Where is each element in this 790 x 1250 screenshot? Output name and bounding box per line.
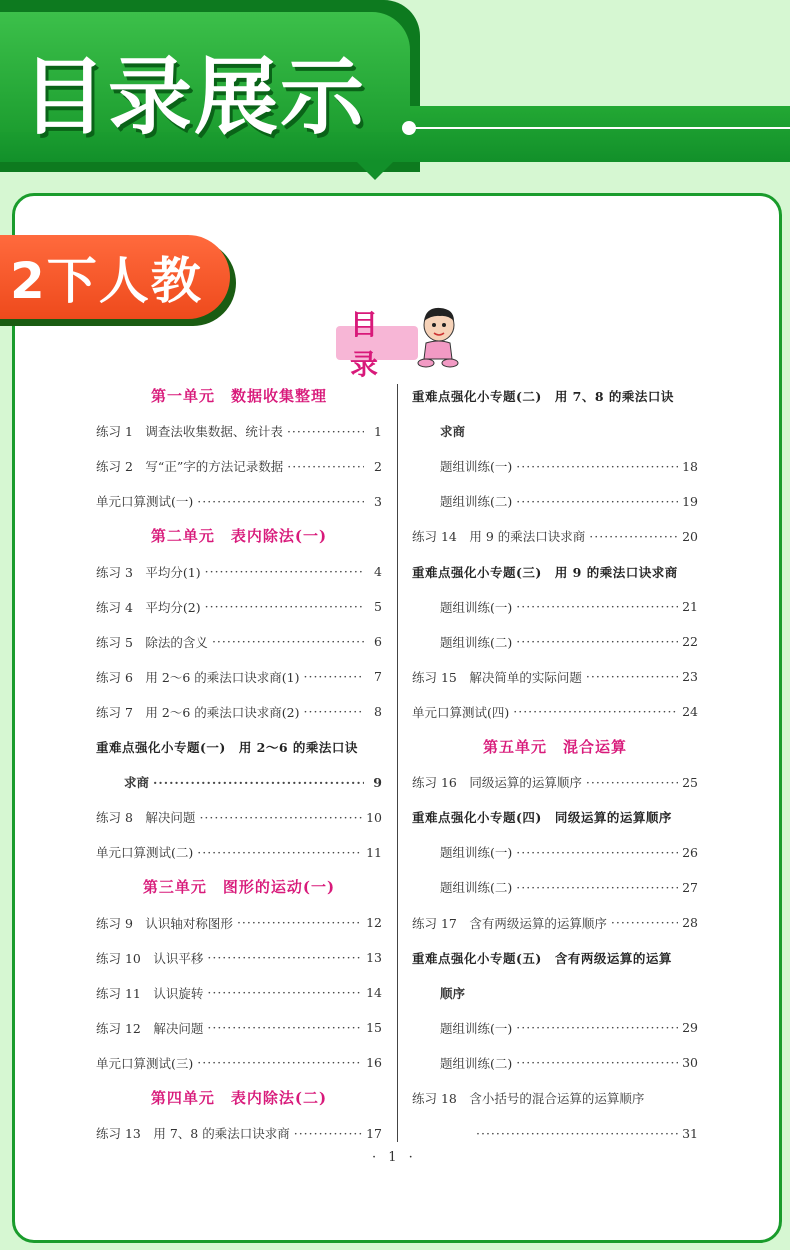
unit-heading: 第一单元 数据收集整理 — [150, 387, 327, 405]
unit-heading: 第五单元 混合运算 — [482, 738, 627, 756]
toc-entry-title: 练习 3 平均分(1) — [96, 564, 201, 580]
toc-entry-title: 练习 6 用 2～6 的乘法口诀求商(1) — [96, 669, 300, 685]
toc-entry-title: 练习 13 用 7、8 的乘法口诀求商 — [96, 1126, 290, 1142]
toc-entry[interactable] — [412, 1088, 698, 1108]
toc-entry[interactable] — [412, 491, 698, 511]
banner-title: 目录展示 — [22, 48, 367, 146]
toc-entry-page: 18 — [682, 458, 698, 474]
toc-entry-title: 练习 9 认识轴对称图形 — [96, 915, 233, 931]
toc-entry-page: 29 — [682, 1020, 698, 1036]
toc-entry[interactable] — [412, 456, 698, 476]
toc-entry[interactable] — [412, 913, 698, 933]
toc-entry[interactable] — [96, 1053, 382, 1073]
toc-entry-page: 12 — [366, 915, 382, 930]
toc-entry-title: 题组训练(一) — [440, 1020, 513, 1036]
unit-heading: 第三单元 图形的运动(一) — [142, 878, 336, 897]
toc-entry-page: 21 — [682, 599, 698, 615]
toc-leader-dots — [197, 1055, 362, 1070]
banner-pointer — [355, 160, 395, 180]
toc-leader-dots — [304, 669, 365, 684]
toc-leader-dots — [513, 704, 678, 719]
toc-entry-page: 4 — [374, 564, 382, 579]
toc-entry-page: 1 — [374, 423, 382, 439]
toc-entry-title: 单元口算测试(二) — [96, 845, 194, 861]
toc-heading — [336, 308, 418, 381]
page-number: · 1 · — [372, 1150, 417, 1165]
toc-entry-page: 24 — [682, 704, 698, 720]
toc-entry[interactable] — [412, 421, 698, 441]
toc-entry[interactable] — [412, 842, 698, 862]
toc-entry[interactable] — [96, 421, 382, 441]
toc-entry[interactable] — [412, 667, 698, 687]
toc-entry[interactable] — [412, 807, 698, 827]
toc-entry[interactable] — [96, 1123, 382, 1143]
toc-entry[interactable] — [412, 632, 698, 652]
toc-entry-title: 重难点强化小专题(五) 含有两级运算的运算 — [412, 950, 672, 966]
toc-entry[interactable] — [96, 948, 382, 968]
toc-entry[interactable] — [96, 456, 382, 476]
toc-entry[interactable] — [96, 913, 382, 933]
toc-leader-dots — [287, 424, 364, 439]
toc-entry-title: 单元口算测试(四) — [412, 704, 510, 720]
toc-leader-dots — [589, 529, 678, 544]
toc-entry[interactable] — [96, 632, 382, 652]
toc-entry[interactable] — [96, 983, 382, 1003]
toc-entry-page: 23 — [682, 669, 698, 685]
toc-leader-dots — [153, 775, 364, 790]
toc-leader-dots — [586, 669, 678, 684]
toc-entry-page: 17 — [366, 1125, 382, 1141]
toc-entry[interactable] — [96, 807, 382, 827]
toc-entry[interactable] — [96, 842, 382, 862]
toc-entry[interactable] — [96, 597, 382, 617]
toc-entry-title: 练习 1 调查法收集数据、统计表 — [96, 424, 283, 440]
toc-entry-title: 练习 18 含小括号的混合运算的运算顺序 — [412, 1091, 645, 1106]
toc-entry-title: 题组训练(二) — [440, 880, 513, 896]
toc-entry-title: 顺序 — [440, 985, 466, 1001]
toc-entry-page: 20 — [682, 528, 698, 544]
toc-entry-title: 重难点强化小专题(四) 同级运算的运算顺序 — [412, 810, 672, 826]
toc-heading-label: 目 录 — [350, 308, 393, 381]
grade-tag-label: 2下人教 — [10, 252, 203, 310]
toc-entry-title: 练习 16 同级运算的运算顺序 — [412, 775, 582, 791]
toc-entry-page: 14 — [366, 985, 382, 1001]
toc-leader-dots — [516, 634, 678, 649]
toc-leader-dots — [212, 634, 364, 649]
toc-entry-page: 5 — [374, 599, 382, 615]
banner-dot — [402, 121, 416, 135]
toc-entry-page: 25 — [682, 774, 698, 790]
toc-entry-title: 求商 — [440, 424, 466, 440]
toc-entry-page: 6 — [374, 634, 382, 650]
toc-entry[interactable] — [96, 491, 382, 511]
toc-entry-title: 单元口算测试(三) — [96, 1055, 194, 1071]
toc-leader-dots — [287, 459, 364, 474]
toc-leader-dots — [586, 775, 678, 790]
toc-entry-page: 30 — [682, 1055, 698, 1071]
toc-entry-title: 题组训练(一) — [440, 459, 513, 475]
toc-entry-title: 练习 2 写“正”字的方法记录数据 — [96, 459, 284, 475]
toc-entry-page: 26 — [682, 844, 698, 860]
toc-entry-page: 9 — [373, 774, 382, 790]
toc-entry[interactable] — [412, 877, 698, 897]
toc-entry-page: 11 — [366, 844, 382, 860]
toc-leader-dots — [516, 1020, 678, 1035]
toc-leader-dots — [516, 845, 678, 860]
toc-entry-page: 15 — [366, 1020, 382, 1036]
toc-entry-title: 题组训练(二) — [440, 634, 513, 650]
toc-entry-page: 16 — [366, 1055, 382, 1071]
toc-entry-page: 28 — [682, 915, 698, 930]
toc-entry-title: 题组训练(一) — [440, 845, 513, 861]
toc-entry-title: 重难点强化小专题(三) 用 9 的乘法口诀求商 — [412, 564, 678, 580]
toc-leader-dots — [207, 1020, 362, 1035]
toc-entry-title: 题组训练(一) — [440, 599, 513, 615]
toc-entry-page: 27 — [682, 879, 698, 895]
toc-leader-dots — [205, 599, 364, 614]
toc-entry-page: 31 — [682, 1125, 698, 1141]
toc-entry-title: 练习 15 解决简单的实际问题 — [412, 669, 582, 685]
toc-entry[interactable] — [412, 702, 698, 722]
toc-entry-page: 10 — [366, 809, 382, 825]
toc-leader-dots — [516, 494, 678, 509]
toc-entry[interactable] — [412, 597, 698, 617]
toc-entry[interactable] — [412, 1053, 698, 1073]
toc-leader-dots — [205, 564, 364, 579]
toc-entry[interactable] — [412, 526, 698, 546]
toc-entry-page: 13 — [366, 950, 382, 966]
toc-entry[interactable] — [412, 983, 698, 1003]
toc-entry[interactable] — [96, 1018, 382, 1038]
toc-leader-dots — [304, 704, 365, 719]
toc-leader-dots — [199, 810, 362, 825]
toc-entry-page: 19 — [682, 493, 698, 509]
toc-entry-title: 题组训练(二) — [440, 494, 513, 510]
toc-entry-page: 7 — [374, 669, 382, 685]
toc-leader-dots — [516, 1055, 678, 1070]
toc-leader-dots — [207, 985, 362, 1000]
toc-entry[interactable] — [412, 386, 698, 406]
toc-leader-dots — [197, 494, 364, 509]
toc-entry-title: 单元口算测试(一) — [96, 494, 194, 510]
toc-entry-title: 练习 10 认识平移 — [96, 950, 204, 966]
unit-heading: 第四单元 表内除法(二) — [150, 1089, 328, 1107]
toc-entry-title: 练习 4 平均分(2) — [96, 599, 201, 615]
toc-leader-dots — [294, 1126, 362, 1141]
toc-leader-dots — [611, 915, 678, 930]
toc-entry-title: 重难点强化小专题(二) 用 7、8 的乘法口诀 — [412, 389, 674, 404]
toc-entry[interactable] — [96, 702, 382, 722]
toc-entry-title: 重难点强化小专题(一) 用 2～6 的乘法口诀 — [96, 740, 358, 755]
toc-entry-title: 求商 — [124, 775, 150, 791]
toc-entry-page: 3 — [374, 493, 382, 509]
toc-entry[interactable] — [96, 737, 382, 757]
toc-entry-title: 练习 8 解决问题 — [96, 810, 196, 826]
toc-leader-dots — [237, 915, 362, 930]
toc-entry-title: 练习 11 认识旋转 — [96, 985, 204, 1001]
toc-entry-page: 8 — [374, 704, 382, 720]
toc-entry[interactable] — [412, 948, 698, 968]
toc-leader-dots — [516, 880, 678, 895]
toc-entry[interactable] — [96, 667, 382, 687]
toc-entry[interactable] — [96, 562, 382, 582]
toc-entry-title: 题组训练(二) — [440, 1055, 513, 1071]
toc-leader-dots — [476, 1126, 678, 1141]
toc-leader-dots — [207, 950, 362, 965]
toc-leader-dots — [197, 845, 362, 860]
toc-leader-dots — [516, 459, 678, 474]
grade-tag — [0, 235, 230, 319]
toc-entry-page: 2 — [374, 458, 382, 474]
toc-entry-title: 练习 17 含有两级运算的运算顺序 — [412, 915, 607, 931]
toc-entry-title: 练习 7 用 2～6 的乘法口诀求商(2) — [96, 704, 300, 720]
toc-entry[interactable] — [96, 772, 382, 792]
unit-heading: 第二单元 表内除法(一) — [150, 527, 328, 546]
mascot-icon — [412, 305, 462, 369]
toc-entry[interactable] — [412, 1123, 698, 1143]
toc-entry-page: 22 — [682, 634, 698, 650]
toc-entry[interactable] — [412, 562, 698, 582]
toc-entry-title: 练习 12 解决问题 — [96, 1020, 204, 1036]
toc-entry[interactable] — [412, 772, 698, 792]
column-divider — [397, 384, 398, 1142]
toc-entry-title: 练习 14 用 9 的乘法口诀求商 — [412, 529, 586, 545]
toc-entry-title: 练习 5 除法的含义 — [96, 634, 208, 650]
toc-leader-dots — [516, 599, 678, 614]
toc-entry[interactable] — [412, 1018, 698, 1038]
banner-line — [410, 127, 790, 129]
